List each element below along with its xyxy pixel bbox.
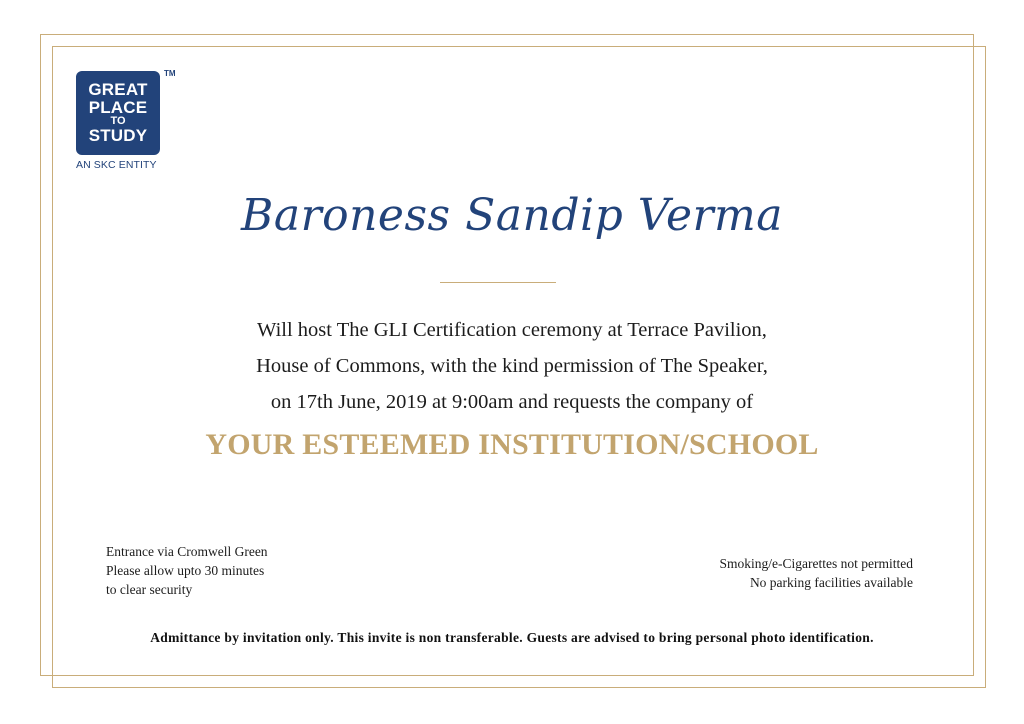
divider [440, 282, 556, 283]
invitation-line: on 17th June, 2019 at 9:00am and requests the company of [270, 391, 754, 413]
entrance-notes [106, 542, 268, 599]
note-line: Smoking/e-Cigarettes not permitted [719, 556, 913, 571]
admittance-footer: Admittance by invitation only. This invite is non transferable. Guests are advised to bring personal photo identification. [150, 630, 874, 645]
note-line: Entrance via Cromwell Green [106, 544, 268, 559]
logo-trademark: TM [164, 69, 176, 78]
restriction-notes [720, 554, 913, 592]
logo-word-place: PLACE [88, 97, 148, 117]
logo-word-great: GREAT [88, 80, 148, 100]
note-line: Please allow upto 30 minutes [106, 563, 265, 578]
note-line: No parking facilities available [749, 575, 913, 590]
logo-word-to: TO [110, 115, 126, 128]
logo-subtitle: AN SKC ENTITY [76, 159, 157, 171]
logo [76, 69, 176, 171]
guest-name: YOUR ESTEEMED INSTITUTION/SCHOOL [205, 428, 819, 461]
note-line: to clear security [106, 582, 193, 597]
invitation-line: House of Commons, with the kind permission of The Speaker, [256, 355, 768, 377]
logo-badge [76, 71, 160, 155]
host-name: Baroness Sandip Verma [241, 190, 783, 241]
invitation-line: Will host The GLI Certification ceremony at Terrace Pavilion, [257, 319, 767, 341]
logo-word-study: STUDY [88, 126, 148, 146]
invitation-body [0, 312, 1024, 420]
